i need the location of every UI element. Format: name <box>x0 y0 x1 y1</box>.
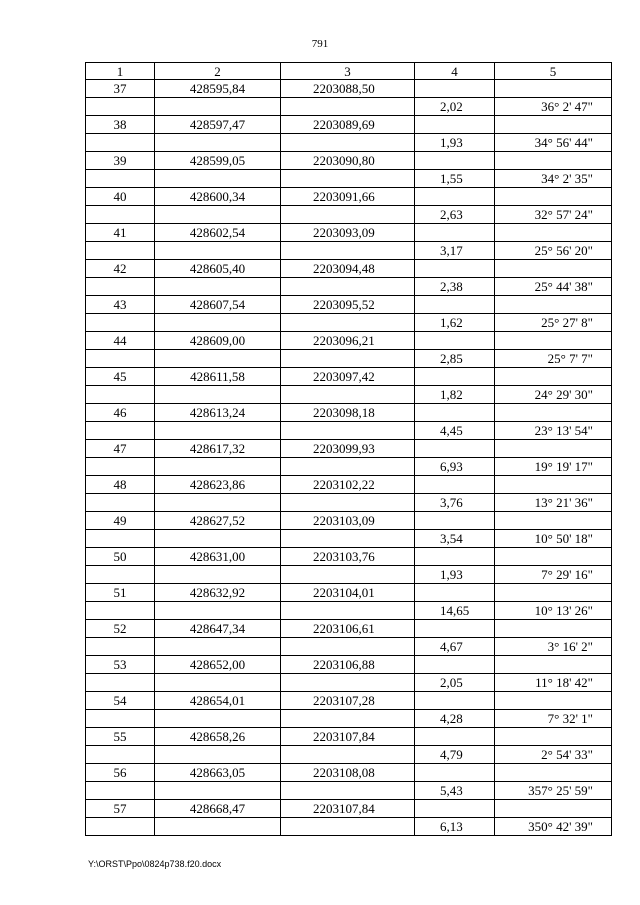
coord-x: 428595,84 <box>155 80 281 98</box>
direction-angle: 24° 29' 30" <box>495 386 612 404</box>
coord-x: 428668,47 <box>155 800 281 818</box>
direction-angle: 36° 2' 47" <box>495 98 612 116</box>
point-number: 38 <box>86 116 155 134</box>
coord-y: 2203091,66 <box>281 188 415 206</box>
table-row-segment <box>86 566 612 584</box>
empty-cell <box>86 674 155 692</box>
direction-angle: 34° 56' 44" <box>495 134 612 152</box>
segment-length: 6,93 <box>415 458 495 476</box>
empty-cell <box>415 620 495 638</box>
empty-cell <box>281 98 415 116</box>
segment-length: 1,55 <box>415 170 495 188</box>
empty-cell <box>281 134 415 152</box>
direction-angle: 23° 13' 54" <box>495 422 612 440</box>
empty-cell <box>281 818 415 836</box>
coord-y: 2203099,93 <box>281 440 415 458</box>
table-row-point <box>86 440 612 458</box>
coord-y: 2203106,88 <box>281 656 415 674</box>
table-row-point <box>86 368 612 386</box>
empty-cell <box>281 674 415 692</box>
table-row-segment <box>86 458 612 476</box>
table-row-segment <box>86 530 612 548</box>
empty-cell <box>415 656 495 674</box>
empty-cell <box>155 710 281 728</box>
coord-y: 2203104,01 <box>281 584 415 602</box>
empty-cell <box>155 278 281 296</box>
empty-cell <box>415 548 495 566</box>
empty-cell <box>155 782 281 800</box>
table-row-segment <box>86 206 612 224</box>
direction-angle: 11° 18' 42" <box>495 674 612 692</box>
empty-cell <box>495 764 612 782</box>
empty-cell <box>281 170 415 188</box>
empty-cell <box>86 782 155 800</box>
point-number: 52 <box>86 620 155 638</box>
coord-y: 2203089,69 <box>281 116 415 134</box>
empty-cell <box>415 440 495 458</box>
empty-cell <box>495 476 612 494</box>
empty-cell <box>281 638 415 656</box>
coord-x: 428611,58 <box>155 368 281 386</box>
direction-angle: 25° 7' 7" <box>495 350 612 368</box>
empty-cell <box>155 386 281 404</box>
empty-cell <box>281 206 415 224</box>
table-row-point <box>86 728 612 746</box>
empty-cell <box>155 350 281 368</box>
table-row-segment <box>86 314 612 332</box>
table-row-point <box>86 800 612 818</box>
point-number: 47 <box>86 440 155 458</box>
table-row-segment <box>86 170 612 188</box>
empty-cell <box>415 224 495 242</box>
empty-cell <box>86 638 155 656</box>
empty-cell <box>155 638 281 656</box>
table-row-point <box>86 476 612 494</box>
table-row-point <box>86 80 612 98</box>
empty-cell <box>155 530 281 548</box>
table-row-point <box>86 692 612 710</box>
table-row-segment <box>86 818 612 836</box>
table-row-point <box>86 512 612 530</box>
coord-y: 2203107,28 <box>281 692 415 710</box>
empty-cell <box>155 602 281 620</box>
table-row-point <box>86 260 612 278</box>
segment-length: 2,02 <box>415 98 495 116</box>
coord-x: 428631,00 <box>155 548 281 566</box>
segment-length: 3,17 <box>415 242 495 260</box>
table-row-point <box>86 656 612 674</box>
empty-cell <box>86 206 155 224</box>
table-row-segment <box>86 350 612 368</box>
empty-cell <box>495 296 612 314</box>
direction-angle: 357° 25' 59" <box>495 782 612 800</box>
coord-y: 2203094,48 <box>281 260 415 278</box>
table-row-point <box>86 620 612 638</box>
segment-length: 2,85 <box>415 350 495 368</box>
segment-length: 3,54 <box>415 530 495 548</box>
coord-x: 428602,54 <box>155 224 281 242</box>
empty-cell <box>495 548 612 566</box>
empty-cell <box>495 368 612 386</box>
empty-cell <box>415 764 495 782</box>
empty-cell <box>415 80 495 98</box>
empty-cell <box>86 566 155 584</box>
empty-cell <box>415 260 495 278</box>
point-number: 48 <box>86 476 155 494</box>
empty-cell <box>495 80 612 98</box>
coord-x: 428599,05 <box>155 152 281 170</box>
empty-cell <box>415 476 495 494</box>
point-number: 55 <box>86 728 155 746</box>
coord-y: 2203096,21 <box>281 332 415 350</box>
coord-y: 2203097,42 <box>281 368 415 386</box>
segment-length: 3,76 <box>415 494 495 512</box>
empty-cell <box>495 116 612 134</box>
point-number: 56 <box>86 764 155 782</box>
empty-cell <box>86 170 155 188</box>
coord-y: 2203093,09 <box>281 224 415 242</box>
empty-cell <box>155 746 281 764</box>
empty-cell <box>415 512 495 530</box>
segment-length: 4,67 <box>415 638 495 656</box>
coord-x: 428600,34 <box>155 188 281 206</box>
empty-cell <box>415 152 495 170</box>
table-row-segment <box>86 746 612 764</box>
segment-length: 14,65 <box>415 602 495 620</box>
point-number: 44 <box>86 332 155 350</box>
point-number: 54 <box>86 692 155 710</box>
empty-cell <box>495 152 612 170</box>
point-number: 57 <box>86 800 155 818</box>
segment-length: 4,28 <box>415 710 495 728</box>
empty-cell <box>155 566 281 584</box>
empty-cell <box>155 242 281 260</box>
table-row-segment <box>86 386 612 404</box>
point-number: 45 <box>86 368 155 386</box>
empty-cell <box>86 494 155 512</box>
empty-cell <box>281 710 415 728</box>
table-row-point <box>86 764 612 782</box>
empty-cell <box>155 134 281 152</box>
coord-y: 2203090,80 <box>281 152 415 170</box>
coord-x: 428658,26 <box>155 728 281 746</box>
point-number: 50 <box>86 548 155 566</box>
coord-x: 428647,34 <box>155 620 281 638</box>
direction-angle: 10° 50' 18" <box>495 530 612 548</box>
empty-cell <box>495 728 612 746</box>
segment-length: 1,82 <box>415 386 495 404</box>
table-row-segment <box>86 638 612 656</box>
direction-angle: 34° 2' 35" <box>495 170 612 188</box>
empty-cell <box>495 440 612 458</box>
direction-angle: 13° 21' 36" <box>495 494 612 512</box>
empty-cell <box>155 170 281 188</box>
coord-x: 428654,01 <box>155 692 281 710</box>
table-row-point <box>86 584 612 602</box>
empty-cell <box>86 278 155 296</box>
empty-cell <box>86 602 155 620</box>
empty-cell <box>495 404 612 422</box>
segment-length: 2,38 <box>415 278 495 296</box>
coordinates-table <box>85 62 612 836</box>
coord-x: 428613,24 <box>155 404 281 422</box>
point-number: 49 <box>86 512 155 530</box>
direction-angle: 25° 44' 38" <box>495 278 612 296</box>
file-path-footer: Y:\ORST\Ppo\0824p738.f20.docx <box>88 859 222 869</box>
table-row-point <box>86 332 612 350</box>
empty-cell <box>281 746 415 764</box>
coord-y: 2203103,09 <box>281 512 415 530</box>
coord-y: 2203098,18 <box>281 404 415 422</box>
table-row-segment <box>86 674 612 692</box>
header-col-5: 5 <box>495 63 612 80</box>
coord-x: 428627,52 <box>155 512 281 530</box>
empty-cell <box>281 242 415 260</box>
point-number: 53 <box>86 656 155 674</box>
empty-cell <box>281 494 415 512</box>
table-body <box>86 80 612 836</box>
segment-length: 5,43 <box>415 782 495 800</box>
point-number: 40 <box>86 188 155 206</box>
point-number: 46 <box>86 404 155 422</box>
table-row-point <box>86 152 612 170</box>
empty-cell <box>281 278 415 296</box>
direction-angle: 7° 29' 16" <box>495 566 612 584</box>
empty-cell <box>86 98 155 116</box>
table-row-segment <box>86 782 612 800</box>
empty-cell <box>415 188 495 206</box>
empty-cell <box>495 224 612 242</box>
empty-cell <box>495 512 612 530</box>
coord-y: 2203107,84 <box>281 800 415 818</box>
direction-angle: 32° 57' 24" <box>495 206 612 224</box>
empty-cell <box>495 692 612 710</box>
empty-cell <box>281 422 415 440</box>
segment-length: 1,93 <box>415 134 495 152</box>
empty-cell <box>155 458 281 476</box>
empty-cell <box>155 674 281 692</box>
empty-cell <box>86 530 155 548</box>
empty-cell <box>155 818 281 836</box>
segment-length: 1,93 <box>415 566 495 584</box>
empty-cell <box>86 386 155 404</box>
empty-cell <box>415 404 495 422</box>
table-row-segment <box>86 98 612 116</box>
table-row-segment <box>86 602 612 620</box>
coord-y: 2203095,52 <box>281 296 415 314</box>
empty-cell <box>415 296 495 314</box>
header-col-4: 4 <box>415 63 495 80</box>
table-header-row <box>86 63 612 80</box>
empty-cell <box>281 602 415 620</box>
empty-cell <box>86 350 155 368</box>
header-col-3: 3 <box>281 63 415 80</box>
coord-x: 428605,40 <box>155 260 281 278</box>
coord-y: 2203103,76 <box>281 548 415 566</box>
empty-cell <box>415 116 495 134</box>
empty-cell <box>415 368 495 386</box>
table-row-segment <box>86 494 612 512</box>
empty-cell <box>281 386 415 404</box>
empty-cell <box>495 260 612 278</box>
header-col-2: 2 <box>155 63 281 80</box>
empty-cell <box>86 710 155 728</box>
empty-cell <box>281 566 415 584</box>
point-number: 42 <box>86 260 155 278</box>
empty-cell <box>495 800 612 818</box>
direction-angle: 19° 19' 17" <box>495 458 612 476</box>
coord-x: 428632,92 <box>155 584 281 602</box>
table-row-point <box>86 224 612 242</box>
coord-x: 428617,32 <box>155 440 281 458</box>
direction-angle: 3° 16' 2" <box>495 638 612 656</box>
empty-cell <box>415 584 495 602</box>
empty-cell <box>86 242 155 260</box>
coord-x: 428609,00 <box>155 332 281 350</box>
coord-y: 2203108,08 <box>281 764 415 782</box>
segment-length: 4,45 <box>415 422 495 440</box>
header-col-1: 1 <box>86 63 155 80</box>
coord-x: 428663,05 <box>155 764 281 782</box>
table-row-point <box>86 188 612 206</box>
coord-x: 428597,47 <box>155 116 281 134</box>
coord-y: 2203107,84 <box>281 728 415 746</box>
empty-cell <box>415 692 495 710</box>
table-row-segment <box>86 242 612 260</box>
empty-cell <box>415 332 495 350</box>
empty-cell <box>495 620 612 638</box>
coord-y: 2203106,61 <box>281 620 415 638</box>
coord-y: 2203102,22 <box>281 476 415 494</box>
segment-length: 2,05 <box>415 674 495 692</box>
table-row-segment <box>86 710 612 728</box>
table-row-segment <box>86 422 612 440</box>
table-row-point <box>86 296 612 314</box>
direction-angle: 2° 54' 33" <box>495 746 612 764</box>
empty-cell <box>155 206 281 224</box>
empty-cell <box>495 332 612 350</box>
direction-angle: 10° 13' 26" <box>495 602 612 620</box>
table-row-point <box>86 404 612 422</box>
empty-cell <box>281 530 415 548</box>
point-number: 37 <box>86 80 155 98</box>
point-number: 51 <box>86 584 155 602</box>
empty-cell <box>86 314 155 332</box>
empty-cell <box>86 134 155 152</box>
empty-cell <box>281 314 415 332</box>
table-row-point <box>86 116 612 134</box>
empty-cell <box>495 656 612 674</box>
empty-cell <box>415 800 495 818</box>
empty-cell <box>86 746 155 764</box>
empty-cell <box>155 494 281 512</box>
point-number: 43 <box>86 296 155 314</box>
direction-angle: 25° 56' 20" <box>495 242 612 260</box>
coord-y: 2203088,50 <box>281 80 415 98</box>
segment-length: 4,79 <box>415 746 495 764</box>
table-row-segment <box>86 278 612 296</box>
point-number: 39 <box>86 152 155 170</box>
coord-x: 428607,54 <box>155 296 281 314</box>
segment-length: 1,62 <box>415 314 495 332</box>
table-row-segment <box>86 134 612 152</box>
empty-cell <box>495 584 612 602</box>
direction-angle: 25° 27' 8" <box>495 314 612 332</box>
empty-cell <box>495 188 612 206</box>
empty-cell <box>86 818 155 836</box>
empty-cell <box>415 728 495 746</box>
direction-angle: 350° 42' 39" <box>495 818 612 836</box>
segment-length: 2,63 <box>415 206 495 224</box>
empty-cell <box>281 782 415 800</box>
empty-cell <box>281 458 415 476</box>
point-number: 41 <box>86 224 155 242</box>
empty-cell <box>155 314 281 332</box>
empty-cell <box>86 422 155 440</box>
table-row-point <box>86 548 612 566</box>
segment-length: 6,13 <box>415 818 495 836</box>
empty-cell <box>86 458 155 476</box>
empty-cell <box>155 98 281 116</box>
coord-x: 428652,00 <box>155 656 281 674</box>
page-number: 791 <box>311 38 329 50</box>
coord-x: 428623,86 <box>155 476 281 494</box>
empty-cell <box>155 422 281 440</box>
direction-angle: 7° 32' 1" <box>495 710 612 728</box>
empty-cell <box>281 350 415 368</box>
